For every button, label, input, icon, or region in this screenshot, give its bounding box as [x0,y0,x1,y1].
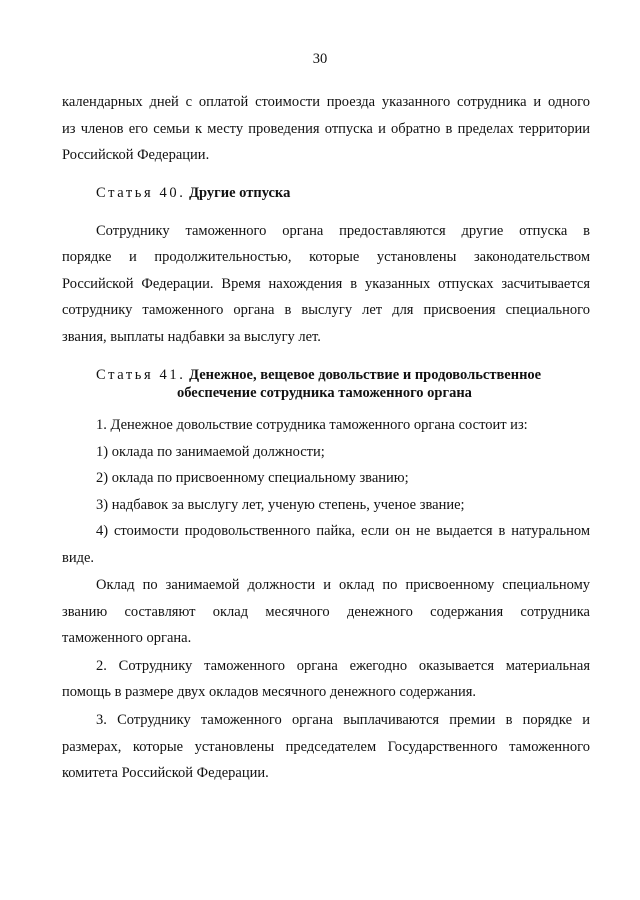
paragraph-line: календарных дней с оплатой стоимости проезда указанного сотрудника и одного [62,94,590,110]
article-41-title-line-2: обеспечение сотрудника таможенного органа [177,385,472,401]
paragraph-line: Сотруднику таможенного органа предоставляются другие отпуска в [96,223,590,239]
article-40-title: Другие отпуска [189,185,291,201]
article-41-heading [96,366,541,384]
paragraph-line: из членов его семьи к месту проведения отпуска и обратно в пределах территории [62,121,590,137]
paragraph-line: Российской Федерации. Время нахождения в указанных отпусках засчитывается [62,276,590,292]
paragraph-line: 3. Сотруднику таможенного органа выплачиваются премии в порядке и [96,712,590,728]
paragraph-line: таможенного органа. [62,630,192,646]
paragraph-line: сотруднику таможенного органа в выслугу лет для присвоения специального [62,302,590,318]
paragraph-line: звания, выплаты надбавки за выслугу лет. [62,329,321,345]
paragraph-line: виде. [62,550,95,566]
list-item: 4) стоимости продовольственного пайка, если он не выдается в натуральном [96,523,590,539]
list-item: 3) надбавок за выслугу лет, ученую степень, ученое звание; [96,497,465,513]
paragraph-line: размерах, которые установлены председателем Государственного таможенного [62,739,590,755]
paragraph-line: комитета Российской Федерации. [62,765,269,781]
paragraph-line: 2. Сотруднику таможенного органа ежегодно оказывается материальная [96,658,590,674]
article-41-title-line-1: Денежное, вещевое довольствие и продовольственное [189,367,542,383]
paragraph-line: званию составляют оклад месячного денежного содержания сотрудника [62,604,590,620]
paragraph-line: Российской Федерации. [62,147,210,163]
paragraph-line: 1. Денежное довольствие сотрудника таможенного органа состоит из: [96,417,528,433]
article-41-label: Статья 41. [96,367,186,383]
list-item: 2) оклада по присвоенному специальному званию; [96,470,409,486]
article-40-heading [96,184,290,202]
paragraph-line: Оклад по занимаемой должности и оклад по присвоенному специальному [96,577,590,593]
paragraph-line: помощь в размере двух окладов месячного денежного содержания. [62,684,477,700]
list-item: 1) оклада по занимаемой должности; [96,444,325,460]
paragraph-line: порядке и продолжительностью, которые установлены законодательством [62,249,590,265]
article-40-label: Статья 40. [96,185,186,201]
page-number: 30 [312,51,328,67]
